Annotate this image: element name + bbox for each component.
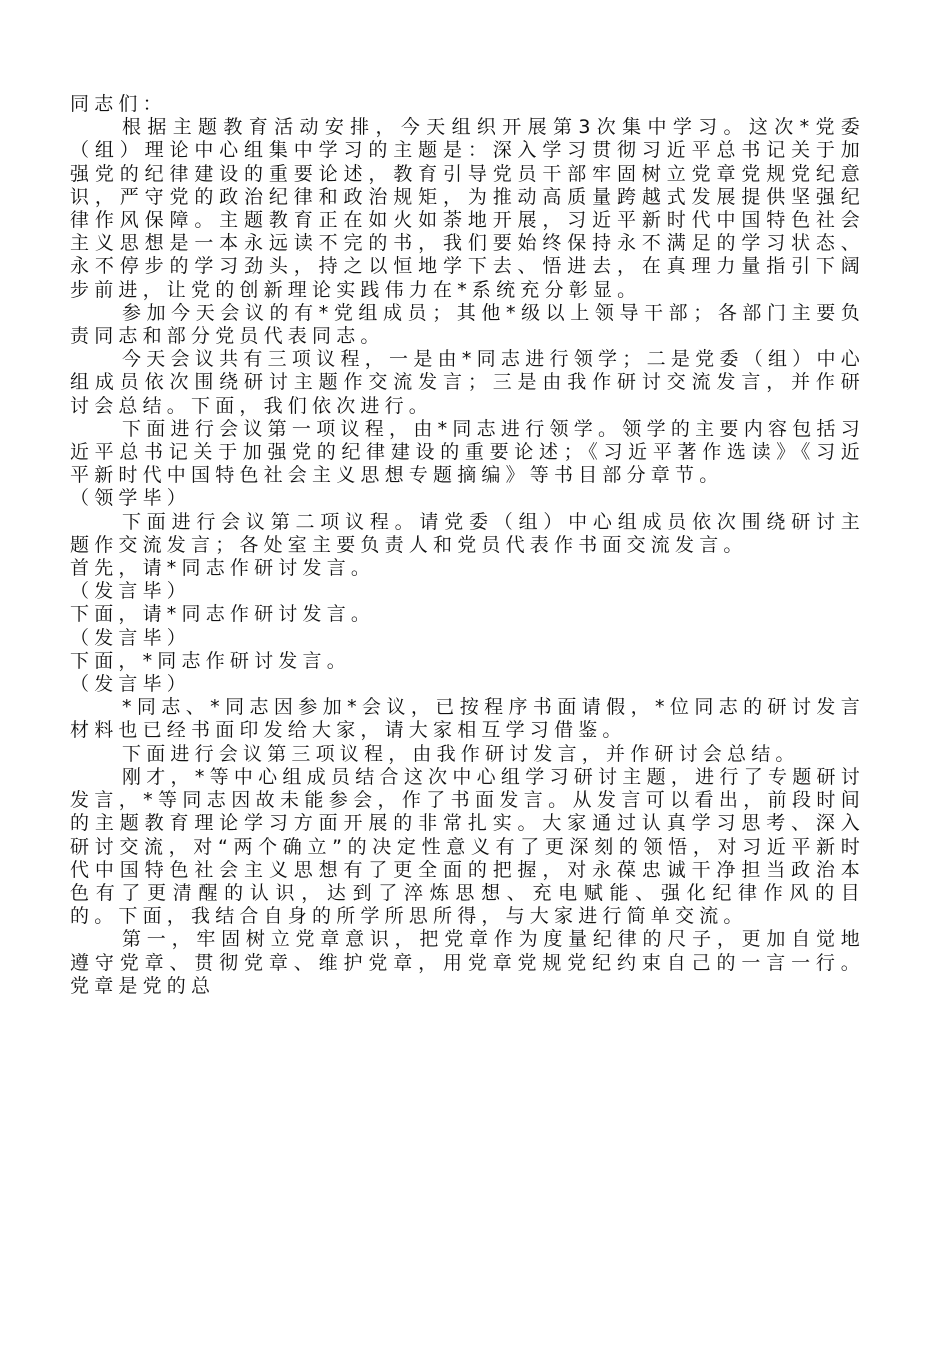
paragraph-agenda-item-3: 下面进行会议第三项议程，由我作研讨发言，并作研讨会总结。 (122, 742, 800, 765)
paragraph-agenda: 今天会议共有三项议程，一是由*同志进行领学；二是党委（组）中心组成员依次围绕研讨主题作交流发言；三是由我作研讨交流发言，并作研讨会总结。下面，我们依次进行。 (70, 348, 865, 417)
paragraph-leave-notice: *同志、*同志因参加*会议，已按程序书面请假，*位同志的研讨发言材料也已经书面印发给大家，请大家相互学习借鉴。 (70, 696, 865, 742)
paragraph-summary: 刚才，*等中心组成员结合这次中心组学习研讨主题，进行了专题研讨发言，*等同志因故未能参会，作了书面发言。从发言可以看出，前段时间的主题教育理论学习方面开展的非常扎实。大家通过认真学习思考、深入研讨交流，对“两个确立”的决定性意义有了更深刻的领悟，对习近平新时代中国特色社会主义思想有了更全面的把握，对永葆忠诚干净担当政治本色有了更清醒的认识，达到了淬炼思想、充电赋能、强化纪律作风的目的。下面，我结合自身的所学所思所得，与大家进行简单交流。 (70, 765, 865, 928)
note-speech-finished-2: （发言毕） (70, 626, 192, 649)
note-study-finished: （领学毕） (70, 487, 192, 510)
salutation: 同志们： (70, 93, 167, 115)
paragraph-attendees: 参加今天会议的有*党组成员；其他*级以上领导干部；各部门主要负责同志和部分党员代表同志。 (70, 301, 865, 348)
speaker-first: 首先，请*同志作研讨发言。 (70, 557, 376, 580)
document-body (70, 93, 865, 998)
note-speech-finished-1: （发言毕） (70, 580, 192, 603)
paragraph-intro: 根据主题教育活动安排，今天组织开展第3次集中学习。这次*党委（组）理论中心组集中学习的主题是：深入学习贯彻习近平总书记关于加强党的纪律建设的重要论述，教育引导党员干部牢固树立党章党规党纪意识，严守党的政治纪律和政治规矩，为推动高质量跨越式发展提供坚强纪律作风保障。主题教育正在如火如荼地开展，习近平新时代中国特色社会主义思想是一本永远读不完的书，我们要始终保持永不满足的学习状态、永不停步的学习劲头，持之以恒地学下去、悟进去，在真理力量指引下阔步前进，让党的创新理论实践伟力在*系统充分彰显。 (70, 116, 865, 301)
speaker-second: 下面，请*同志作研讨发言。 (70, 603, 376, 626)
speaker-third: 下面，*同志作研讨发言。 (70, 649, 351, 672)
paragraph-point-one: 第一，牢固树立党章意识，把党章作为度量纪律的尺子，更加自觉地遵守党章、贯彻党章、维护党章，用党章党规党纪约束自己的一言一行。党章是党的总 (70, 928, 865, 997)
paragraph-agenda-item-2: 下面进行会议第二项议程。请党委（组）中心组成员依次围绕研讨主题作交流发言；各处室主要负责人和党员代表作书面交流发言。 (70, 510, 865, 556)
note-speech-finished-3: （发言毕） (70, 673, 192, 696)
paragraph-agenda-item-1: 下面进行会议第一项议程，由*同志进行领学。领学的主要内容包括习近平总书记关于加强党的纪律建设的重要论述；《习近平著作选读》《习近平新时代中国特色社会主义思想专题摘编》等书目部分章节。 (70, 417, 865, 487)
